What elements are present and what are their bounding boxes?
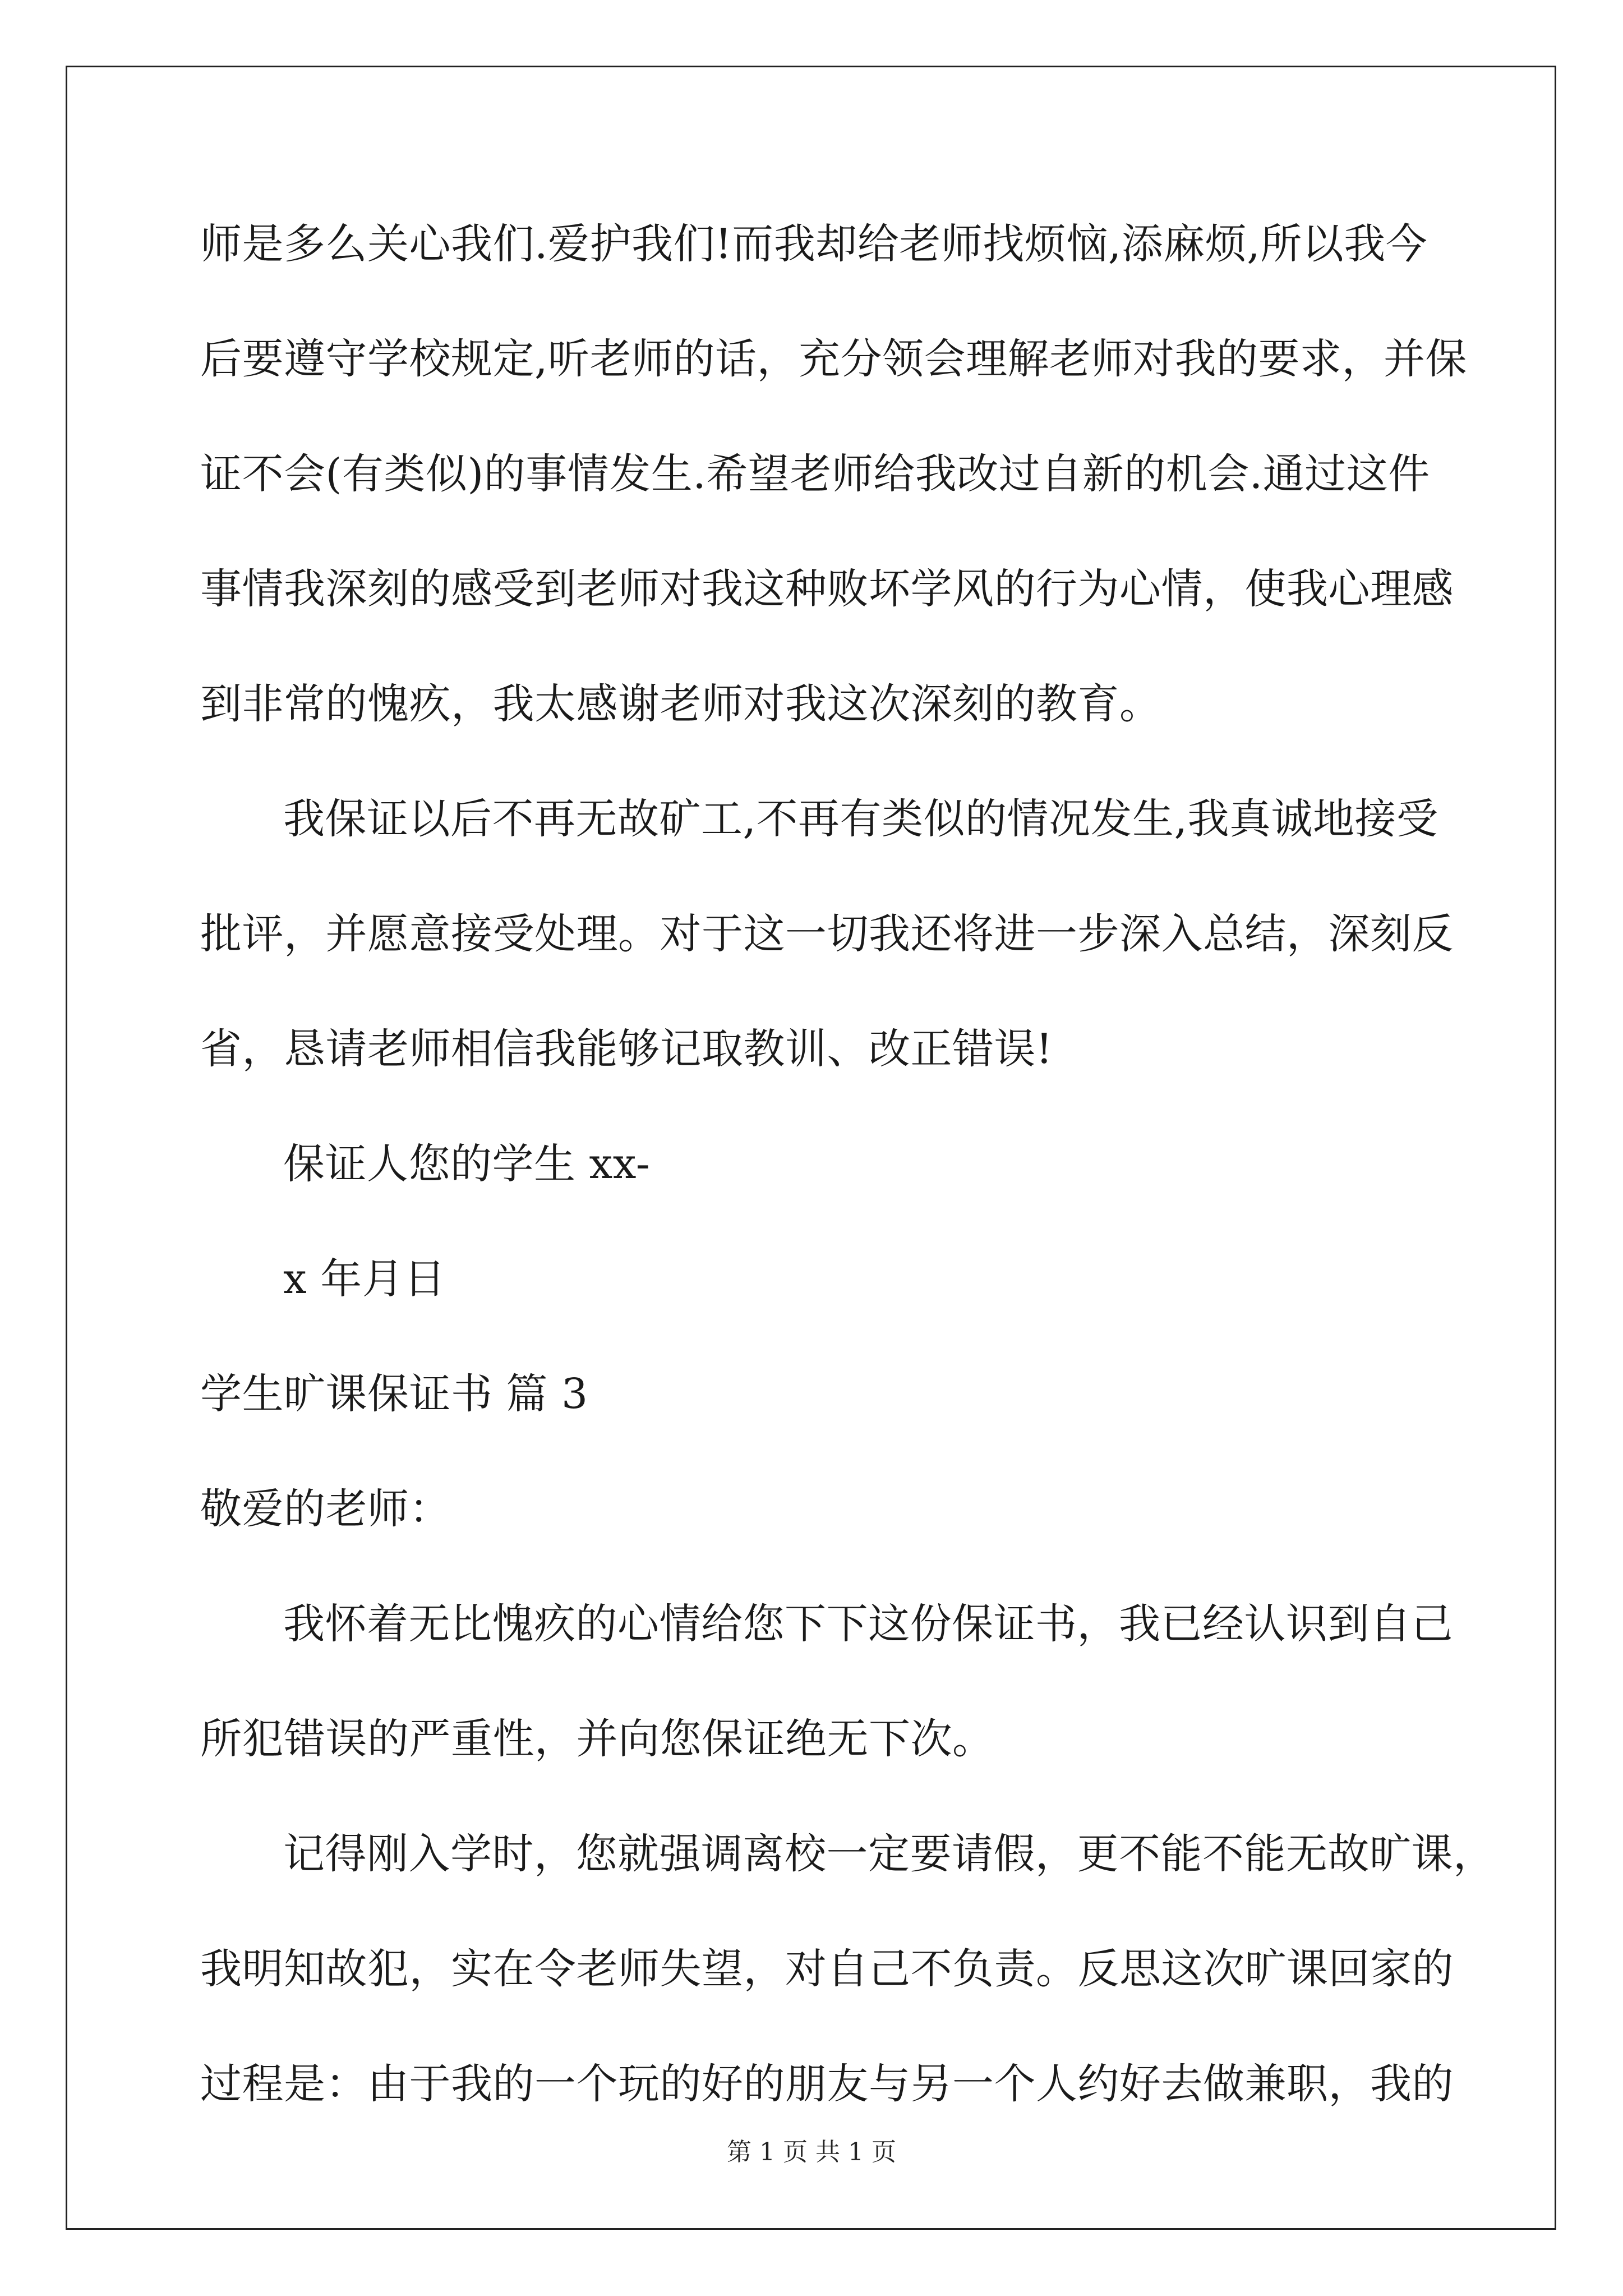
text-line-16: 我明知故犯，实在令老师失望，对自己不负责。反思这次旷课回家的 (200, 1945, 1454, 1993)
text-line-4: 事情我深刻的感受到老师对我这种败坏学风的行为心情，使我心理感 (200, 565, 1454, 613)
text-line-3: 证不会(有类似)的事情发生.希望老师给我改过自新的机会.通过这件 (200, 450, 1430, 498)
section-heading: 学生旷课保证书 篇 3 (200, 1370, 588, 1418)
signature-line: 保证人您的学生 xx- (283, 1140, 651, 1188)
text-line-17: 过程是：由于我的一个玩的好的朋友与另一个人约好去做兼职，我的 (200, 2060, 1454, 2108)
text-line-8: 省，恳请老师相信我能够记取教训、改正错误! (200, 1025, 1053, 1073)
text-line-6: 我保证以后不再无故矿工,不再有类似的情况发生,我真诚地接受 (283, 795, 1438, 843)
text-line-2: 后要遵守学校规定,听老师的话，充分领会理解老师对我的要求，并保 (200, 335, 1468, 383)
text-line-13: 我怀着无比愧疚的心情给您下下这份保证书，我已经认识到自己 (283, 1600, 1453, 1648)
page-footer: 第 1 页 共 1 页 (727, 2138, 896, 2166)
text-line-5: 到非常的愧疚，我太感谢老师对我这次深刻的教育。 (200, 680, 1161, 728)
text-line-14: 所犯错误的严重性，并向您保证绝无下次。 (200, 1715, 994, 1763)
text-line-15: 记得刚入学时，您就强调离校一定要请假，更不能不能无故旷课， (283, 1830, 1495, 1878)
text-line-1: 师是多么关心我们.爱护我们!而我却给老师找烦恼,添麻烦,所以我今 (200, 220, 1428, 268)
date-line: x 年月日 (283, 1255, 446, 1303)
text-line-7: 批评，并愿意接受处理。对于这一切我还将进一步深入总结，深刻反 (200, 910, 1454, 958)
document-body (200, 213, 1495, 2168)
salutation: 敬爱的老师： (200, 1485, 451, 1533)
